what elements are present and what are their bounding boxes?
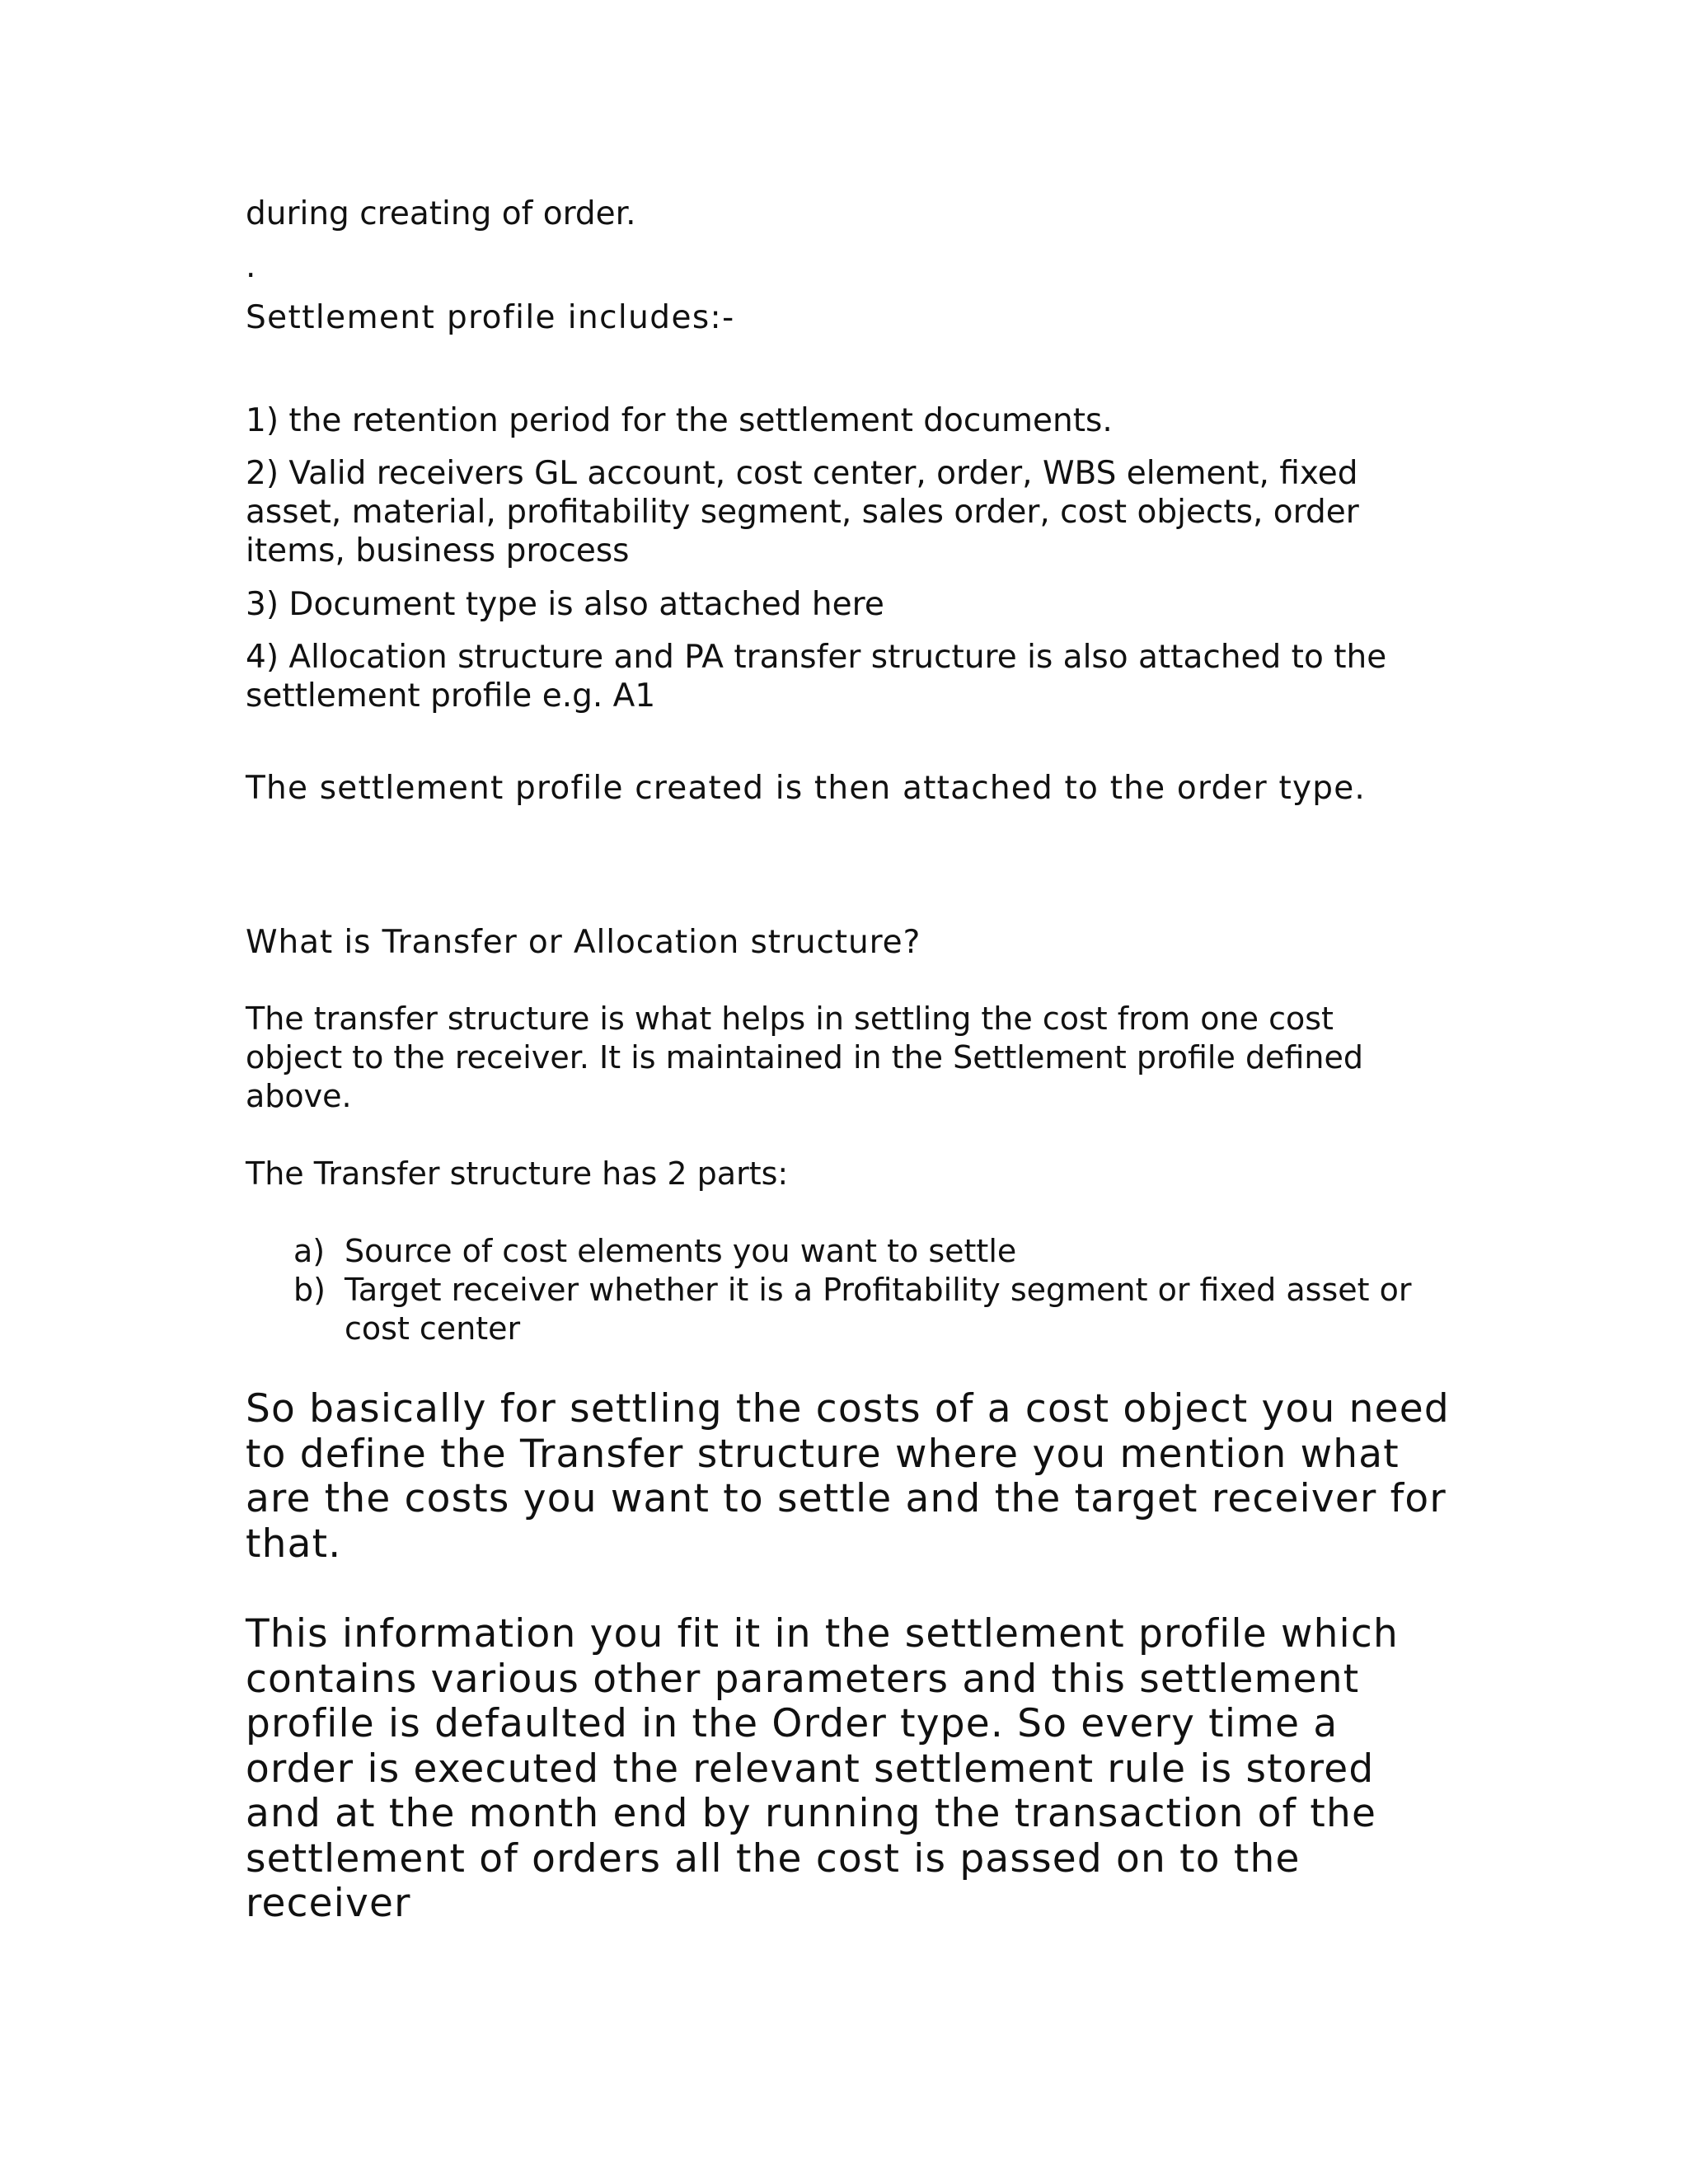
summary-paragraph-2	[246, 1612, 1399, 1927]
list-item	[246, 638, 1386, 715]
paragraph-line: contains various other parameters and this settlement	[246, 1656, 1360, 1702]
paragraph-line: and at the month end by running the transaction of the	[246, 1791, 1377, 1836]
paragraph-line: that.	[246, 1521, 342, 1567]
paragraph-line: So basically for settling the costs of a cost object you need	[246, 1386, 1450, 1432]
list-item-line: cost center	[345, 1310, 521, 1347]
paragraph-line: This information you fit it in the settlement profile which	[246, 1611, 1399, 1657]
list-item	[246, 401, 1113, 440]
intro-line: during creating of order.	[246, 195, 636, 232]
list-item-line: 3) Document type is also attached here	[246, 586, 884, 623]
transfer-paragraph	[246, 1000, 1363, 1116]
list-item-line: 1) the retention period for the settlement documents.	[246, 402, 1113, 439]
list-item	[246, 585, 884, 624]
paragraph-line: receiver	[246, 1881, 411, 1926]
list-marker: b)	[293, 1272, 326, 1308]
list-item-line: Target receiver whether it is a Profitability segment or fixed asset or	[345, 1272, 1412, 1308]
list-item-line: 4) Allocation structure and PA transfer structure is also attached to the	[246, 639, 1387, 676]
settlement-heading: Settlement profile includes:-	[246, 299, 735, 336]
paragraph-line: object to the receiver. It is maintained in the Settlement profile defined	[246, 1039, 1363, 1076]
parts-intro: The Transfer structure has 2 parts:	[246, 1155, 789, 1192]
paragraph-line: to define the Transfer structure where you mention what	[246, 1431, 1400, 1477]
paragraph-line: order is executed the relevant settlement rule is stored	[246, 1746, 1375, 1792]
list-marker: a)	[293, 1233, 326, 1269]
separator-dot: .	[246, 248, 256, 285]
list-item	[345, 1271, 1411, 1348]
list-item-line: settlement profile e.g. A1	[246, 677, 656, 715]
list-item-line: asset, material, profitability segment, sales order, cost objects, order	[246, 494, 1359, 531]
paragraph-line: The transfer structure is what helps in settling the cost from one cost	[246, 1001, 1334, 1037]
list-item-line: Source of cost elements you want to settle	[345, 1233, 1017, 1269]
summary-paragraph-1	[246, 1387, 1450, 1567]
paragraph-line: are the costs you want to settle and the target receiver for	[246, 1476, 1447, 1521]
list-item-line: 2) Valid receivers GL account, cost center, order, WBS element, fixed	[246, 455, 1358, 492]
paragraph-line: settlement of orders all the cost is passed on to the	[246, 1835, 1301, 1882]
list-item	[246, 454, 1359, 570]
list-item-line: items, business process	[246, 532, 630, 569]
question-heading: What is Transfer or Allocation structure?	[246, 924, 921, 961]
paragraph-line: profile is defaulted in the Order type. So every time a	[246, 1701, 1339, 1746]
list-item	[345, 1232, 1016, 1271]
attached-line: The settlement profile created is then attached to the order type.	[246, 770, 1367, 807]
paragraph-line: above.	[246, 1078, 352, 1114]
